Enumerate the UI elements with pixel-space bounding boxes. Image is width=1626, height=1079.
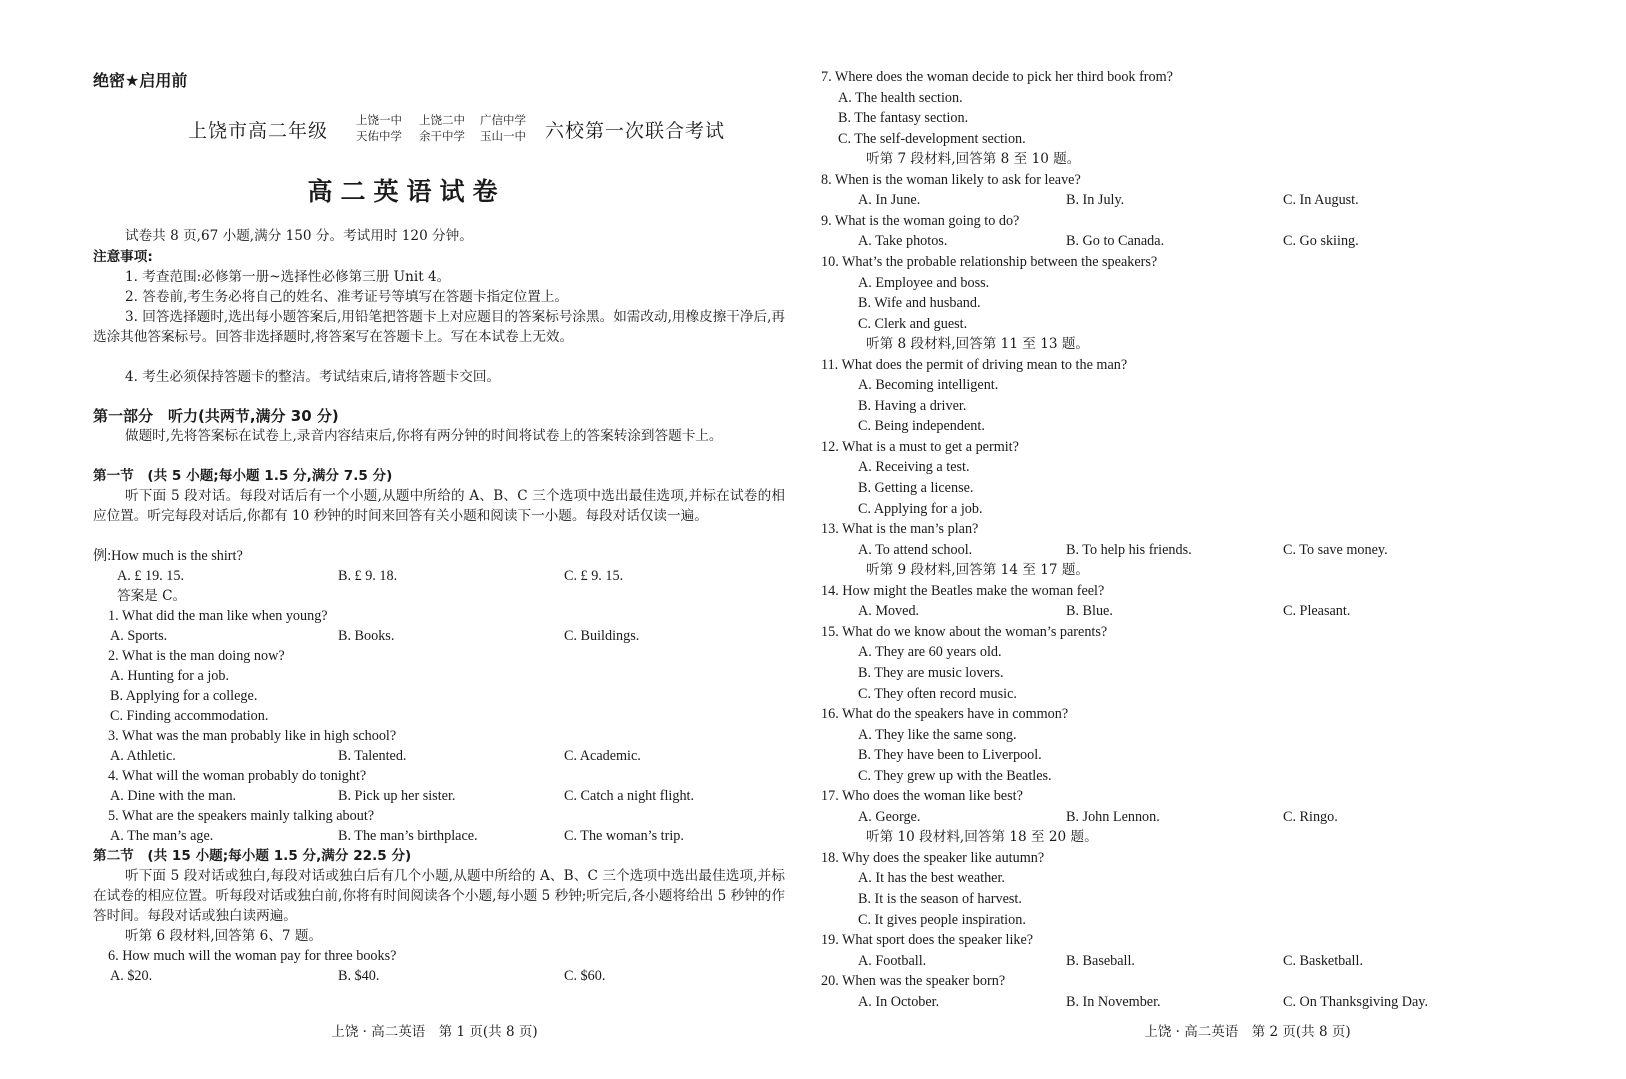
question-text: 12. What is a must to get a permit? [821,438,1019,455]
page-title: 高二英语试卷 [307,177,506,206]
question-text: 16. What do the speakers have in common? [821,706,1069,723]
listen-instruction: 听第 6 段材料,回答第 6、7 题。 [125,928,323,944]
answer-option: C. It gives people inspiration. [858,911,1026,928]
answer-option: A. Football. [858,952,927,969]
answer-option: B. The man’s birthplace. [338,828,478,844]
answer-option: A. Becoming intelligent. [858,377,999,394]
question-text: 11. What does the permit of driving mean to the man? [821,356,1128,373]
question-text: 14. How might the Beatles make the woman feel? [821,582,1105,599]
answer-option: C. To save money. [1283,541,1388,558]
answer-option: C. Buildings. [564,628,640,644]
listen-instruction: 听第 7 段材料,回答第 8 至 10 题。 [866,151,1081,168]
exam-name: 六校第一次联合考试 [545,120,726,142]
question-text: 17. Who does the woman like best? [821,788,1023,805]
answer-option: C. Go skiing. [1283,233,1359,250]
school-name: 玉山一中 [480,129,526,143]
question-text: 19. What sport does the speaker like? [821,932,1034,949]
answer-option: C. $60. [564,968,606,984]
answer-option: B. Pick up her sister. [338,788,456,804]
answer-option: A. They are 60 years old. [858,644,1002,661]
question-text: 15. What do we know about the woman’s parents? [821,623,1108,640]
answer-option: B. Getting a license. [858,480,974,496]
question-text: 3. What was the man probably like in high school? [108,728,397,744]
answer-option: C. They grew up with the Beatles. [858,767,1052,784]
exam-city: 上饶市高二年级 [188,120,329,142]
answer-option: A. $20. [110,968,153,984]
answer-option: C. Applying for a job. [858,500,983,517]
answer-option: A. The health section. [838,89,963,106]
school-name: 天佑中学 [356,129,402,143]
answer-option: A. In October. [858,993,940,1010]
section2-intro: 听下面 5 段对话或独白,每段对话或独白后有几个小题,从题中所给的 A、B、C 三个选项中选出最佳选项,并标在试卷的相应位置。听每段对话或独白前,你将有时间阅读各个小题,每小题 5 秒钟;听完后,各小题将给出 5 秒钟的作答时间。每段对话或独白读两遍。 [93,868,785,924]
answer-option: B. $40. [338,968,380,984]
question-text: 18. Why does the speaker like autumn? [821,849,1045,866]
answer-option: B. They are music lovers. [858,664,1004,681]
exam-page-2 [813,0,1626,1079]
answer-option: C. Catch a night flight. [564,788,695,804]
answer-option: B. Blue. [1066,603,1113,620]
school-name: 上饶二中 [419,113,465,127]
answer-option: B. Baseball. [1066,952,1135,969]
school-name: 上饶一中 [356,113,402,127]
answer-option: B. The fantasy section. [838,110,969,127]
answer-option: B. It is the season of harvest. [858,891,1022,907]
question-text: 2. What is the man doing now? [108,648,285,664]
answer-option: C. Pleasant. [1283,603,1351,620]
answer-option: B. Books. [338,628,395,644]
answer-option: A. Take photos. [858,233,948,250]
page-footer: 上饶 · 高二英语 第 2 页(共 8 页) [1144,1024,1351,1040]
section1-heading: 第一节 (共 5 小题;每小题 1.5 分,满分 7.5 分) [93,468,393,484]
answer-option: C. Finding accommodation. [110,708,269,724]
school-name: 余干中学 [419,129,465,143]
example-option: B. £ 9. 18. [338,568,398,584]
answer-option: B. To help his friends. [1066,541,1192,558]
question-text: 8. When is the woman likely to ask for leave? [821,171,1081,188]
answer-option: C. Basketball. [1283,952,1363,969]
question-text: 20. When was the speaker born? [821,973,1006,990]
question-text: 6. How much will the woman pay for three books? [108,948,397,964]
answer-option: B. Applying for a college. [110,688,258,704]
notice-item: 3. 回答选择题时,选出每小题答案后,用铅笔把答题卡上对应题目的答案标号涂黑。如需改动,用橡皮擦干净后,再选涂其他答案标号。回答非选择题时,将答案写在答题卡上。写在本试卷上无效。 [93,309,785,345]
example-option: A. £ 19. 15. [117,568,184,584]
example-answer: 答案是 C。 [117,588,187,604]
example-option: C. £ 9. 15. [564,568,624,584]
answer-option: A. Receiving a test. [858,459,970,476]
answer-option: C. The self-development section. [838,130,1026,147]
notice-heading: 注意事项: [93,249,153,265]
question-text: 5. What are the speakers mainly talking about? [108,808,375,824]
answer-option: A. In June. [858,192,921,209]
answer-option: A. Dine with the man. [110,788,237,804]
question-text: 13. What is the man’s plan? [821,521,979,538]
question-text: 9. What is the woman going to do? [821,212,1020,229]
question-text: 4. What will the woman probably do tonight? [108,768,367,784]
answer-option: B. They have been to Liverpool. [858,747,1042,764]
answer-option: A. Employee and boss. [858,274,990,291]
answer-option: A. They like the same song. [858,726,1017,743]
question-text: 1. What did the man like when young? [108,608,328,624]
answer-option: C. They often record music. [858,685,1017,702]
answer-option: A. To attend school. [858,541,973,558]
answer-option: A. Athletic. [110,748,176,764]
answer-option: B. Go to Canada. [1066,233,1165,250]
answer-option: A. Moved. [858,603,920,620]
answer-option: A. Sports. [110,628,168,644]
answer-option: B. John Lennon. [1066,808,1160,825]
school-name: 广信中学 [480,113,526,127]
answer-option: C. Ringo. [1283,808,1338,825]
answer-option: B. Having a driver. [858,397,967,414]
answer-option: A. Hunting for a job. [110,668,230,684]
answer-option: C. On Thanksgiving Day. [1283,993,1429,1010]
answer-option: C. Clerk and guest. [858,315,968,332]
notice-item: 4. 考生必须保持答题卡的整洁。考试结束后,请将答题卡交回。 [125,369,501,385]
answer-option: A. It has the best weather. [858,870,1005,887]
example-question: 例:How much is the shirt? [93,548,243,564]
section1-intro: 听下面 5 段对话。每段对话后有一个小题,从题中所给的 A、B、C 三个选项中选出最佳选项,并标在试卷的相应位置。听完每段对话后,你都有 10 秒钟的时间来回答有关小题和阅读下一小题。每段对话仅读一遍。 [93,488,785,524]
answer-option: B. Wife and husband. [858,295,981,312]
listen-instruction: 听第 8 段材料,回答第 11 至 13 题。 [866,336,1090,353]
part1-intro: 做题时,先将答案标在试卷上,录音内容结束后,你将有两分钟的时间将试卷上的答案转涂到答题卡上。 [125,428,723,444]
part1-heading: 第一部分 听力(共两节,满分 30 分) [93,407,339,425]
answer-option: B. In July. [1066,192,1125,209]
section2-heading: 第二节 (共 15 小题;每小题 1.5 分,满分 22.5 分) [93,848,412,864]
answer-option: B. In November. [1066,993,1161,1010]
notice-item: 2. 答卷前,考生务必将自己的姓名、准考证号等填写在答题卡指定位置上。 [125,289,569,305]
notice-item: 1. 考查范围:必修第一册~选择性必修第三册 Unit 4。 [125,269,451,285]
answer-option: C. Being independent. [858,418,985,435]
answer-option: A. George. [858,808,921,825]
answer-option: B. Talented. [338,748,407,764]
listen-instruction: 听第 9 段材料,回答第 14 至 17 题。 [866,562,1090,579]
question-text: 7. Where does the woman decide to pick her third book from? [821,69,1173,85]
answer-option: A. The man’s age. [110,828,214,844]
page-footer: 上饶 · 高二英语 第 1 页(共 8 页) [331,1024,538,1040]
answer-option: C. Academic. [564,748,641,764]
exam-info: 试卷共 8 页,67 小题,满分 150 分。考试用时 120 分钟。 [125,228,473,244]
question-text: 10. What’s the probable relationship between the speakers? [821,253,1158,270]
answer-option: C. The woman’s trip. [564,828,684,844]
answer-option: C. In August. [1283,192,1359,209]
listen-instruction: 听第 10 段材料,回答第 18 至 20 题。 [866,829,1098,846]
confidential-label: 绝密★启用前 [93,71,188,90]
